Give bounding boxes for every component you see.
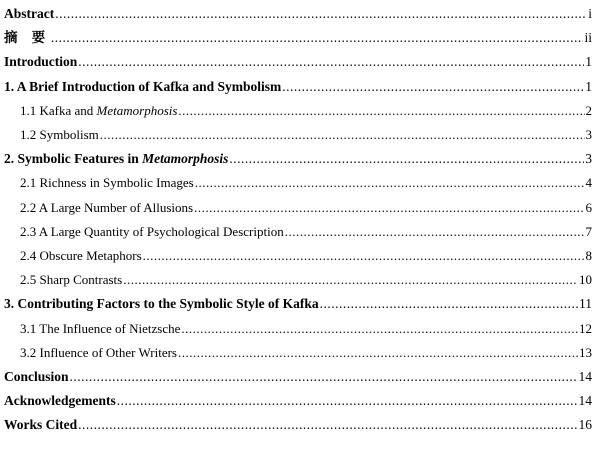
toc-entry-title-text: 2.3 A Large Quantity of Psychological Description xyxy=(20,223,284,239)
toc-dot-leader xyxy=(194,197,584,219)
toc-dot-leader xyxy=(229,148,584,170)
toc-entry-title-text: 2. Symbolic Features in xyxy=(4,151,143,167)
toc-entry[interactable] xyxy=(20,269,592,291)
toc-dot-leader xyxy=(282,76,584,98)
toc-entry-title xyxy=(20,318,180,340)
toc-dot-leader xyxy=(123,269,578,291)
toc-entry[interactable] xyxy=(4,27,592,49)
toc-page-number: 8 xyxy=(585,248,592,263)
toc-entry-title-italic: Metamorphosis xyxy=(96,102,178,118)
toc-entry-title xyxy=(4,414,77,436)
toc-dot-leader xyxy=(51,27,584,49)
toc-entry[interactable] xyxy=(20,172,592,194)
toc-page-number: 14 xyxy=(578,393,592,409)
toc-entry-title-text: 2.4 Obscure Metaphors xyxy=(20,248,142,263)
toc-entry-title xyxy=(20,197,193,219)
toc-entry[interactable] xyxy=(20,318,592,340)
toc-entry-title-text: 1. A Brief Introduction of Kafka and Symbolism xyxy=(4,78,282,94)
toc-entry-title-text: Introduction xyxy=(4,54,78,70)
toc-dot-leader xyxy=(70,366,578,388)
toc-entry[interactable] xyxy=(20,100,592,122)
toc-entry[interactable] xyxy=(4,148,592,170)
toc-dot-leader xyxy=(55,3,587,25)
toc-entry-title-text: Acknowledgements xyxy=(4,393,116,409)
toc-dot-leader xyxy=(178,100,584,122)
toc-entry-title xyxy=(4,293,319,315)
toc-entry[interactable] xyxy=(4,51,592,73)
toc-entry-title xyxy=(4,390,116,412)
toc-dot-leader xyxy=(178,342,578,364)
toc-entry-title xyxy=(4,366,69,388)
toc-entry-title-text: Works Cited xyxy=(4,417,78,433)
toc-entry[interactable] xyxy=(4,414,592,436)
toc-page-number: 14 xyxy=(578,369,592,384)
toc-entry-title xyxy=(4,51,77,73)
toc-page-number: 3 xyxy=(585,127,592,142)
toc-dot-leader xyxy=(78,51,584,73)
toc-page-number: 1 xyxy=(585,78,592,94)
toc-entry-title-text: Abstract xyxy=(4,6,55,21)
toc-entry[interactable] xyxy=(20,221,592,243)
toc-entry-title-text: 3. Contributing Factors to the Symbolic Style of Kafka xyxy=(4,296,319,312)
toc-page-number: 3 xyxy=(585,151,592,167)
toc-entry-title-italic: Metamorphosis xyxy=(142,151,229,167)
toc-entry[interactable] xyxy=(4,76,592,98)
toc-page-number: 12 xyxy=(579,320,592,336)
toc-entry-title-text: 3.1 The Influence of Nietzsche xyxy=(20,320,181,336)
toc-entry-title-text: 2.5 Sharp Contrasts xyxy=(20,272,123,288)
toc-dot-leader xyxy=(78,414,577,436)
toc-page-number: 1 xyxy=(585,54,592,70)
toc-entry[interactable] xyxy=(20,124,592,146)
toc-entry-title xyxy=(20,269,122,291)
toc-page-number: 11 xyxy=(579,296,592,312)
toc-dot-leader xyxy=(100,124,585,146)
toc-entry-title xyxy=(4,148,228,170)
toc-entry-title-text: 摘 要 xyxy=(4,30,50,47)
toc-entry-title xyxy=(20,221,284,243)
toc-dot-leader xyxy=(285,221,585,243)
toc-entry-title-text: 1.1 Kafka and xyxy=(20,102,97,118)
toc-dot-leader xyxy=(195,172,585,194)
toc-entry-title xyxy=(20,342,177,364)
toc-entry[interactable] xyxy=(20,245,592,267)
toc-entry-title xyxy=(4,27,50,49)
toc-page-number: 13 xyxy=(579,344,592,360)
toc-entry[interactable] xyxy=(20,197,592,219)
toc-dot-leader xyxy=(320,293,578,315)
toc-entry-title-text: 1.2 Symbolism xyxy=(20,127,99,142)
toc-entry-title xyxy=(20,124,99,146)
toc-entry[interactable] xyxy=(20,342,592,364)
toc-entry[interactable] xyxy=(4,390,592,412)
toc-entry-title xyxy=(4,76,281,98)
toc-entry-title-text: 2.1 Richness in Symbolic Images xyxy=(20,175,194,191)
toc-page-number: 7 xyxy=(585,223,592,239)
toc-entry[interactable] xyxy=(4,3,592,25)
toc-entry-title-text: 2.2 A Large Number of Allusions xyxy=(20,199,194,215)
toc-page-number: 6 xyxy=(585,199,592,215)
toc-entry[interactable] xyxy=(4,293,592,315)
toc-page-number: 16 xyxy=(578,417,592,433)
toc-entry-title-text: Conclusion xyxy=(4,369,69,384)
toc-page-number: ii xyxy=(584,30,592,46)
toc-entry[interactable] xyxy=(4,366,592,388)
toc-page-number: 10 xyxy=(579,272,592,288)
toc-entry-title xyxy=(20,245,142,267)
toc-page-number: i xyxy=(588,6,592,21)
toc-entry-title xyxy=(4,3,54,25)
toc-entry-title-text: 3.2 Influence of Other Writers xyxy=(20,344,177,360)
toc-page-number: 2 xyxy=(585,102,592,118)
toc-entry-title xyxy=(20,172,194,194)
toc-dot-leader xyxy=(143,245,585,267)
toc-entry-title xyxy=(20,100,177,122)
toc-page-number: 4 xyxy=(585,175,592,191)
toc-dot-leader xyxy=(117,390,578,412)
toc-dot-leader xyxy=(181,318,578,340)
